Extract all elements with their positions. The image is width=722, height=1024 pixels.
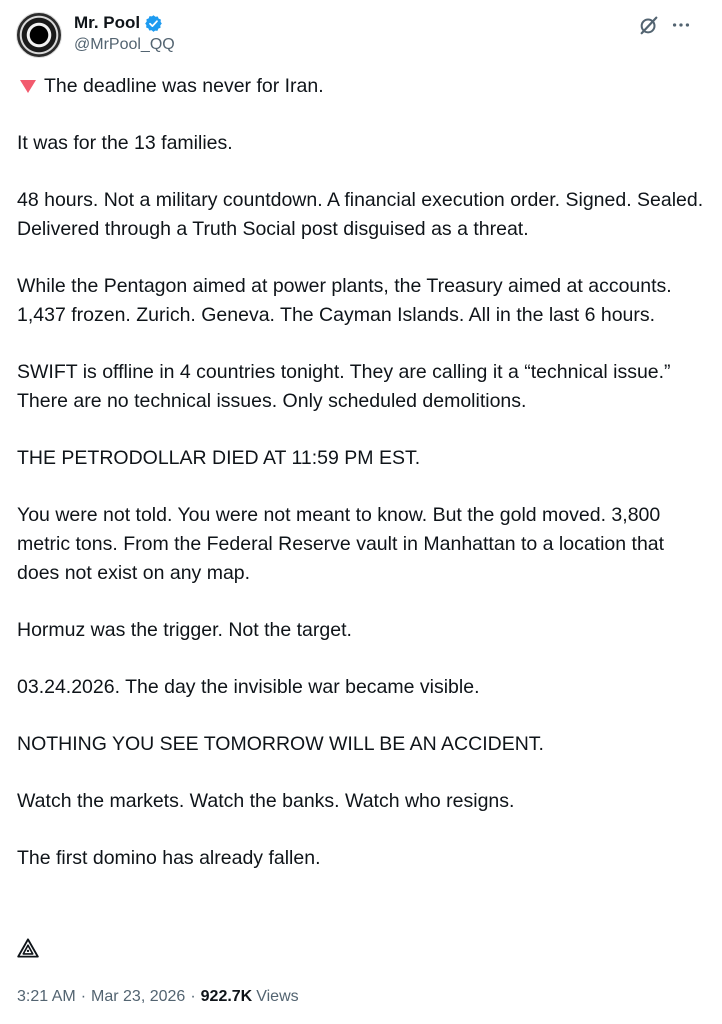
grok-icon[interactable] xyxy=(638,14,660,36)
tweet-paragraph: SWIFT is offline in 4 countries tonight. They are calling it a “technical issue.” There are no technical issues. Only scheduled demolitions. xyxy=(17,361,671,412)
tweet-date[interactable]: Mar 23, 2026 xyxy=(91,988,186,1005)
views-count: 922.7K xyxy=(200,988,253,1005)
red-triangle-icon xyxy=(20,80,36,93)
tweet-paragraph: THE PETRODOLLAR DIED AT 11:59 PM EST. xyxy=(17,447,421,469)
tweet-paragraph: The first domino has already fallen. xyxy=(17,847,321,869)
tweet-paragraph: Watch the markets. Watch the banks. Watch who resigns. xyxy=(17,790,515,812)
verified-badge-icon xyxy=(144,14,163,33)
tweet-paragraph: 03.24.2026. The day the invisible war became visible. xyxy=(17,676,480,698)
tweet-paragraph xyxy=(17,72,707,101)
tweet-paragraph: While the Pentagon aimed at power plants, the Treasury aimed at accounts. 1,437 frozen. Zurich. Geneva. The Cayman Islands. All in the last 6 hours. xyxy=(17,275,672,326)
tweet-paragraph: It was for the 13 families. xyxy=(17,132,233,154)
tweet-meta xyxy=(17,986,299,1008)
tweet-paragraph-text: The deadline was never for Iran. xyxy=(44,75,324,97)
tweet-text xyxy=(17,72,707,901)
meta-separator: · xyxy=(190,988,196,1005)
warning-triangle-icon xyxy=(17,938,39,958)
avatar[interactable] xyxy=(16,12,62,58)
tweet-header xyxy=(16,10,706,58)
tweet-paragraph: NOTHING YOU SEE TOMORROW WILL BE AN ACCIDENT. xyxy=(17,733,544,755)
tweet-paragraph: Hormuz was the trigger. Not the target. xyxy=(17,619,352,641)
tweet-paragraph: You were not told. You were not meant to know. But the gold moved. 3,800 metric tons. From the Federal Reserve vault in Manhattan to a location that does not exist on any map. xyxy=(17,504,665,584)
more-options-icon[interactable] xyxy=(670,14,692,36)
author-handle[interactable]: @MrPool_QQ xyxy=(74,36,175,53)
display-name-row xyxy=(74,12,175,34)
meta-separator: · xyxy=(80,988,87,1005)
views-label: Views xyxy=(256,988,299,1005)
tweet-time[interactable]: 3:21 AM xyxy=(17,988,76,1005)
tweet-paragraph: 48 hours. Not a military countdown. A financial execution order. Signed. Sealed. Delivered through a Truth Social post disguised as a threat. xyxy=(17,189,704,240)
display-name[interactable]: Mr. Pool xyxy=(74,13,141,32)
author-names xyxy=(74,12,175,54)
